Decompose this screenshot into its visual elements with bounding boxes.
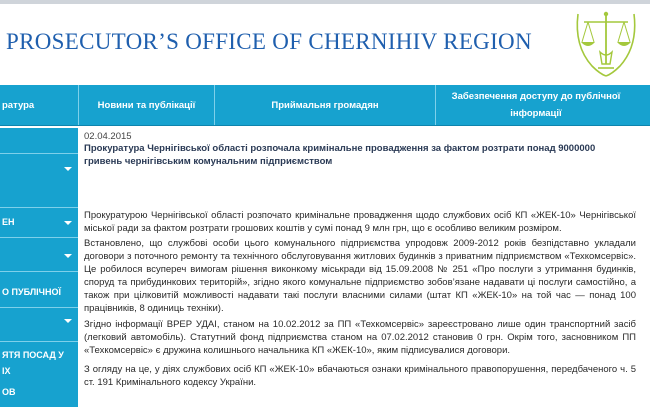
- nav-item-news[interactable]: [79, 85, 214, 125]
- sidebar-item-label: ЕН: [2, 217, 15, 227]
- sidebar-item-label: ЯТЯ ПОСАД У: [2, 350, 64, 360]
- sidebar-item-7[interactable]: [0, 342, 78, 407]
- main-nav: [0, 85, 650, 126]
- article-date: 02.04.2015: [84, 131, 132, 142]
- article-paragraph-2: Встановлено, що службові особи цього комунального підприємства упродовж 2009-2012 років безпідставно укладали договори з поточного ремонту та технічного обслуговування житлових будинків з приватним підприємством «Техкомсервіс». Це робилося всупереч вимогам рішення виконкому міськради від 15.09.2008 № 251 «Про послуги з утримання будинків, споруд та прибудинкових територій», згідно якого комунальне підприємство зобов’язане надавати ці послуги самостійно, а також при цілковитій можливості надавати такі послуги власними силами (штат КП «ЖЕК-10» на той час — понад 100 працівників, 8 одиниць техніки).: [84, 238, 636, 314]
- site-header: [0, 4, 650, 84]
- article-title[interactable]: Прокуратура Чернігівської області розпочала кримінальне провадження за фактом розтрати понад 9000000 гривень чернігівським комунальним підприємством: [84, 143, 596, 167]
- chevron-down-icon[interactable]: [64, 167, 72, 171]
- article-paragraph-1: Прокуратурою Чернігівської області розпочато кримінальне провадження щодо службових осіб КП «ЖЕК-10» Чернігівської міської ради за фактом розтрати грошових коштів у сумі понад 9 млн грн, що є особливо великим розміром.: [84, 210, 636, 234]
- sidebar-item-2[interactable]: [0, 154, 78, 208]
- nav-item-label: ратура: [2, 99, 35, 111]
- scales-of-justice-emblem: [570, 6, 642, 80]
- site-title[interactable]: PROSECUTOR’S OFFICE OF CHERNIHIV REGION: [6, 29, 532, 54]
- nav-item-public-info[interactable]: [436, 85, 636, 125]
- chevron-down-icon[interactable]: [64, 319, 72, 323]
- sidebar-item-label: ІХ: [2, 366, 11, 376]
- article-paragraph-3: Згідно інформації ВРЕР УДАІ, станом на 10.02.2012 за ПП «Техкомсервіс» зареєстровано лише один транспортний засіб (легковий автомобіль). Статутний фонд підприємства станом на 07.02.2012 становив 0 грн. Окрім того, засновником ПП «Техкомсервіс» є дружина колишнього начальника КП «ЖЕК-10», яким підписувалися договори.: [84, 319, 636, 356]
- sidebar-item-label: О ПУБЛІЧНОЇ: [2, 287, 61, 297]
- sidebar-item-label: ОВ: [2, 387, 16, 397]
- sidebar-item-6[interactable]: [0, 308, 78, 342]
- sidebar: [0, 128, 78, 407]
- chevron-down-icon[interactable]: [64, 254, 72, 258]
- nav-item-label: Приймальня громадян: [271, 99, 379, 111]
- sidebar-item-4[interactable]: [0, 238, 78, 272]
- nav-item-reception[interactable]: [215, 85, 435, 125]
- sidebar-item-3[interactable]: [0, 208, 78, 238]
- nav-item-label: Новини та публікації: [97, 99, 196, 111]
- sidebar-item-1[interactable]: [0, 128, 78, 154]
- article-paragraph-4: З огляду на це, у діях службових осіб КП «ЖЕК-10» вбачаються ознаки кримінального правопорушення, передбаченого ч. 5 ст. 191 Кримінального кодексу України.: [84, 364, 636, 388]
- sidebar-item-5[interactable]: [0, 272, 78, 308]
- nav-item-label: Забезпечення доступу до публічної інформації: [451, 91, 621, 119]
- chevron-down-icon[interactable]: [64, 221, 72, 225]
- nav-item-prosecutor[interactable]: [0, 85, 78, 125]
